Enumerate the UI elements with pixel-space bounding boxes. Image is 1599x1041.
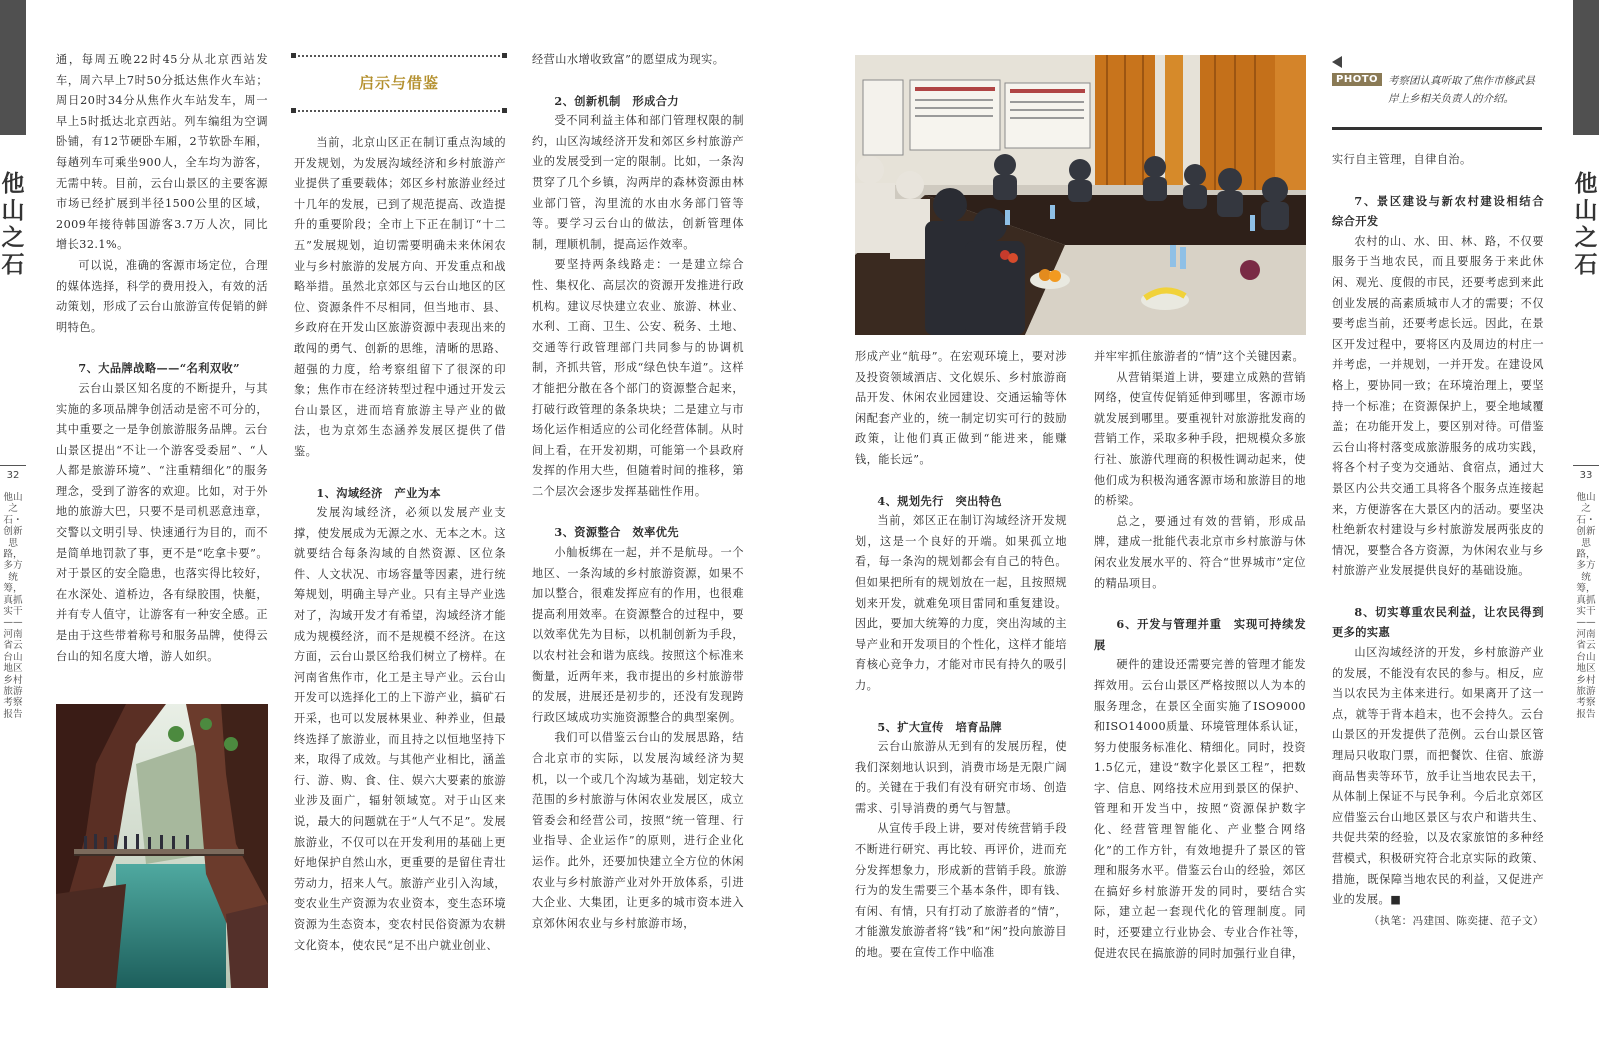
heading-bottom-rule bbox=[294, 110, 504, 112]
paragraph: 从宣传手段上讲，要对传统营销手段不断进行研究、再比较、再评价，进而充分发挥想象力，形成新的营销手段。旅游行为的发生需要三个基本条件，即有钱、有闲、有情，只有打动了旅游者的“情”，才能激发旅游者将“钱”和“闲”投向旅游目的地。要在宣传工作中临准 bbox=[855, 822, 1067, 960]
heading-rule-dot bbox=[502, 53, 507, 58]
caption-arrow-icon bbox=[1332, 56, 1342, 68]
paragraph: 农村的山、水、田、林、路，不仅要服务于当地农民，而且要服务于来此休闲、观光、度假的市民，还要考虑到来此创业发展的高素质城市人才的需要；不仅要考虑当前，还要考虑长远。因此，在景区开发过程中，要将区内及周边的村庄一并考虑，一并规划，一并开发。在建设风格上，要协同一致；在环境治理上，要坚持一个标准；在资源保护上，要全地域覆盖；在功能开发上，要区别对待。可借鉴云台山将村落变成旅游服务的成功实践，将各个村子变为交通站、食宿点，通过大景区内公共交通工具将各个服务点连接起来，方便游客在大景区内的活动。要坚决杜绝新农村建设与乡村旅游发展两张皮的情况，要整合各方资源，为休闲农业与乡村旅游产业发展提供良好的基础设施。 bbox=[1332, 234, 1544, 578]
paragraph: 可以说，准确的客源市场定位，合理的媒体选择，科学的费用投入，有效的活动策划，形成了云台山旅游宣传促销的鲜明特色。 bbox=[56, 258, 268, 334]
paragraph: 小舢板绑在一起，并不是航母。一个地区、一条沟域的乡村旅游资源，如果不加以整合，很难发挥应有的作用，也很难提高利用效率。在资源整合的过程中，要以效率优先为目标，以机制创新为手段，以农村社会和谐为底线。按照这个标准来衡量，近两年来，我市提出的乡村旅游带的发展，进展还是初步的，还没有发现跨行政区域成功实施资源整合的典型案例。 bbox=[532, 546, 744, 724]
text-column-2 bbox=[294, 133, 506, 956]
paragraph: 山区沟域经济的开发，乡村旅游产业的发展，不能没有农民的参与。相反，应当以农民为主体来进行。如果离开了这一点，就等于背本趋末，也不会持久。云台山景区的开发提供了范例。云台山景区管理局只收取门票，而把餐饮、住宿、旅游商品售卖等环节，放手让当地农民去干，从体制上保证不与民争利。今后北京郊区应借鉴云台山地区景区与农户和谐共生、共促共荣的经验，以及农家旅馆的多种经营模式，积极研究符合北京实际的政策、措施，既保障当地农民的利益，又促进产业的发展。■ bbox=[1332, 646, 1544, 907]
photo-badge: PHOTO bbox=[1332, 73, 1382, 86]
left-side-tab bbox=[0, 0, 26, 1041]
subheading: 7、景区建设与新农村建设相结合 综合开发 bbox=[1332, 193, 1556, 229]
paragraph: 从营销渠道上讲，要建立成熟的营销网络，使宣传促销延伸到哪里，客源市场就发展到哪里。要重视针对旅游批发商的营销工作，采取多种手段，把规模众多旅行社、旅游代理商的积极性调动起来，使他们成为积极沟通客源市场和旅游目的地的桥梁。 bbox=[1094, 370, 1306, 508]
subheading: 8、切实尊重农民利益，让农民得到更多的实惠 bbox=[1332, 604, 1544, 640]
right-tab-dark-block bbox=[1573, 0, 1599, 135]
page-number-left: 32 bbox=[6, 470, 20, 481]
right-tab-divider bbox=[1573, 465, 1599, 466]
heading-rule-dot bbox=[291, 108, 296, 113]
paragraph: 实行自主管理，自律自治。 bbox=[1332, 153, 1472, 166]
text-column-6 bbox=[1332, 150, 1556, 931]
heading-rule-dot bbox=[502, 108, 507, 113]
paragraph: 云台山景区知名度的不断提升，与其实施的多项品牌争创活动是密不可分的，其中重要之一是争创旅游服务品牌。云台山景区提出“不让一个游客受委屈”、“人人都是旅游环境”、“注重精细化”的服务理念，受到了游客的欢迎。比如，对于外地的旅游大巴，只要不是司机恶意违章，交警以文明引导、快速通行为目的，而不是简单地罚款了事，更不是“吃拿卡要”。对于景区的安全隐患，也落实得比较好，在水深处、道桥边，各有绿胶围，快艇，并有专人值守，让游客有一种安全感。正是由于这些带着称号和服务品牌，使得云台山的知名度大增，游人如织。 bbox=[56, 381, 268, 663]
right-tab-title: 他山之石 bbox=[1574, 170, 1598, 278]
paragraph: 当前，北京山区正在制订重点沟域的开发规划，为发展沟域经济和乡村旅游产业提供了重要载体；郊区乡村旅游业经过十几年的发展，已到了规范提高、改造提升的重要阶段；全市上下正在制订“十二五”发展规划，迫切需要明确未来休闲农业与乡村旅游的发展方向、开发重点和战略举措。虽然北京郊区与云台山地区的区位、资源条件不尽相同，但当地市、县、乡政府在开发山区旅游资源中表现出来的敢闯的勇气、创新的思维，清晰的思路、超强的力度，给考察组留下了很深的印象；焦作市在经济转型过程中通过开发云台山景区，进而培育旅游主导产业的做法，也为京郊生态涵养发展区提供了借鉴。 bbox=[294, 136, 506, 458]
paragraph: 通，每周五晚22时45分从北京西站发车，周六早上7时50分抵达焦作火车站；周日20时34分从焦作火车站发车，周一早上5时抵达北京西站。列车编组为空调卧铺，有12节硬卧车厢，2节软卧车厢，每趟列车可乘坐900人，全车均为游客，无需中转。目前，云台山景区的主要客源市场已经扩展到半径1500公里的区域，2009年接待韩国游客3.7万人次，同比增长32.1%。 bbox=[56, 53, 268, 252]
subheading: 6、开发与管理并重 实现可持续发展 bbox=[1094, 617, 1306, 652]
text-column-3 bbox=[532, 50, 744, 934]
heading-rule-dot bbox=[291, 53, 296, 58]
paragraph: 受不同利益主体和部门管理权限的制约，山区沟域经济开发和郊区乡村旅游产业的发展受到一定的限制。比如，一条沟贯穿了几个乡镇，沟两岸的森林资源由林业部门管，沟里流的水由水务部门管等等。要学习云台山的做法，创新管理体制，理顺机制，提高运作效率。 bbox=[532, 114, 744, 251]
subheading: 2、创新机制 形成合力 bbox=[554, 93, 680, 108]
left-tab-divider bbox=[0, 465, 26, 466]
meeting-photo bbox=[855, 55, 1306, 335]
paragraph: 形成产业“航母”。在宏观环境上，要对涉及投资领域酒店、文化娱乐、乡村旅游商品开发、休闲农业园建设、交通运输等休闲配套产业的，统一制定切实可行的鼓励政策，让他们真正做到“能进来，能赚钱，能长远”。 bbox=[855, 350, 1067, 466]
paragraph: 我们可以借鉴云台山的发展思路，结合北京市的实际，以发展沟域经济为契机，以一个或几个沟域为基础，划定较大范围的乡村旅游与休闲农业发展区，成立管委会和经营公司，按照“统一管理、行业指导、企业运作”的原则，进行企业化运作。此外，还要加快建立全方位的休闲农业与乡村旅游产业对外开放体系，引进大企业、大集团，让更多的城市资本进入京郊休闲农业与乡村旅游市场， bbox=[532, 731, 744, 930]
canyon-walkway-photo bbox=[56, 704, 268, 988]
paragraph: 并牢牢抓住旅游者的“情”这个关键因素。 bbox=[1094, 350, 1305, 363]
subheading: 5、扩大宣传 培育品牌 bbox=[877, 719, 1003, 734]
left-tab-dark-block bbox=[0, 0, 26, 135]
paragraph: 要坚持两条线路走：一是建立综合性、集权化、高层次的资源开发推进行政机构。建议尽快建立农业、旅游、林业、水利、工商、卫生、公安、税务、土地、交通等行政管理部门共同参与的协调机制，齐抓共管，形成“绿色快车道”。这样才能把分散在各个部门的资源整合起来，打破行政管理的条条块块；二是建立与市场化运作相适应的公司化经营体制。从时间上看，在开发初期，可能第一个县政府发挥的作用大些，但随着时间的推移，第二个层次会逐步发挥基础性作用。 bbox=[532, 258, 744, 498]
paragraph: 云台山旅游从无到有的发展历程，使我们深刻地认识到，消费市场是无限广阔的。关键在于我们有没有研究市场、创造需求、引导消费的勇气与智慧。 bbox=[855, 740, 1067, 815]
left-tab-title: 他山之石 bbox=[1, 170, 25, 278]
canyon-photo-image bbox=[56, 704, 268, 988]
page-number-right: 33 bbox=[1579, 470, 1593, 481]
paragraph: 当前，郊区正在制订沟域经济开发规划，这是一个良好的开端。如果孤立地看，每一条沟的规划都会有自己的特色。但如果把所有的规划放在一起，且按照规划来开发，就难免项目雷同和重复建设。因此，要加大统筹的力度，突出沟域的主导产业和开发项目的个性化，这样才能培育核心竞争力，才能对市民有持久的吸引力。 bbox=[855, 514, 1067, 692]
paragraph: 总之，要通过有效的营销，形成品牌，建成一批能代表北京市乡村旅游与休闲农业发展水平的、符合“世界城市”定位的精品项目。 bbox=[1094, 514, 1306, 590]
subheading: 4、规划先行 突出特色 bbox=[877, 493, 1003, 508]
text-column-4 bbox=[855, 347, 1067, 964]
left-running-head: 他山之石・创新思路，多方统筹，真抓实干——河南省云台山地区乡村旅游考察报告 bbox=[3, 492, 23, 720]
section-heading: 启示与借鉴 bbox=[358, 74, 439, 92]
paragraph: 经营山水增收致富”的愿望成为现实。 bbox=[532, 53, 725, 66]
paragraph: 发展沟域经济，必须以发展产业支撑，使发展成为无源之水、无本之木。这就要结合每条沟域的自然资源、区位条件、人文状况、市场容量等因素，进行统筹规划，明确主导产业。只有主导产业选对了，沟域开发才有希望，沟域经济才能成为规模经济，而不是规模不经济。在这方面，云台山景区给我们树立了榜样。在河南省焦作市，化工是主导产业。云台山开发可以选择化工的上下游产业，搞矿石开采，也可以发展林果业、种养业，但最终选择了旅游业，而且持之以恒地坚持下来，取得了成效。与其他产业相比，涵盖行、游、购、食、住、娱六大要素的旅游业涉及面广，辐射领域宽。对于山区来说，最大的问题就在于“人气不足”。发展旅游业，不仅可以在开发利用的基础上更好地保护自然山水，更重要的是留住青壮劳动力，招来人气。旅游产业引入沟域，变农业生产资源为农业资本，变生态环境资源为生态资本，变农村民俗资源为农耕文化资本，使农民“足不出户就业创业、 bbox=[294, 506, 506, 952]
meeting-photo-image bbox=[855, 55, 1306, 335]
subheading: 7、大品牌战略——“名利双收” bbox=[78, 361, 241, 376]
subheading: 3、资源整合 效率优先 bbox=[554, 525, 680, 540]
right-side-tab bbox=[1573, 0, 1599, 1041]
paragraph: 硬件的建设还需要完善的管理才能发挥效用。云台山景区严格按照以人为本的服务理念，在景区全面实施了ISO9000和ISO14000质量、环境管理体系认证，努力使服务标准化、精细化。同时，投资1.5亿元，建设“数字化景区工程”，把数字、信息、网络技术应用到景区的保护、管理和开发当中，按照“资源保护数字化、经营管理智能化、产业整合网络化”的工作方针，有效地提升了景区的管理和服务水平。借鉴云台山的经验，郊区在搞好乡村旅游开发的同时，要结合实际，建立起一套现代化的管理制度。同时，还要建立行业协会、专业合作社等，促进农民在搞旅游的同时加强行业自律， bbox=[1094, 658, 1306, 960]
right-running-head: 他山之石・创新思路，多方统筹，真抓实干——河南省云台山地区乡村旅游考察报告 bbox=[1576, 492, 1596, 720]
heading-top-rule bbox=[294, 55, 504, 57]
text-column-5 bbox=[1094, 347, 1306, 964]
photo-caption: 考察团认真听取了焦作市修武县岸上乡相关负责人的介绍。 bbox=[1388, 75, 1535, 105]
caption-rule bbox=[1332, 127, 1542, 130]
text-column-1 bbox=[56, 50, 268, 667]
subheading: 1、沟域经济 产业为本 bbox=[316, 485, 442, 500]
author-credit: （执笔：冯建国、陈奕捷、范子文） bbox=[1368, 914, 1544, 927]
